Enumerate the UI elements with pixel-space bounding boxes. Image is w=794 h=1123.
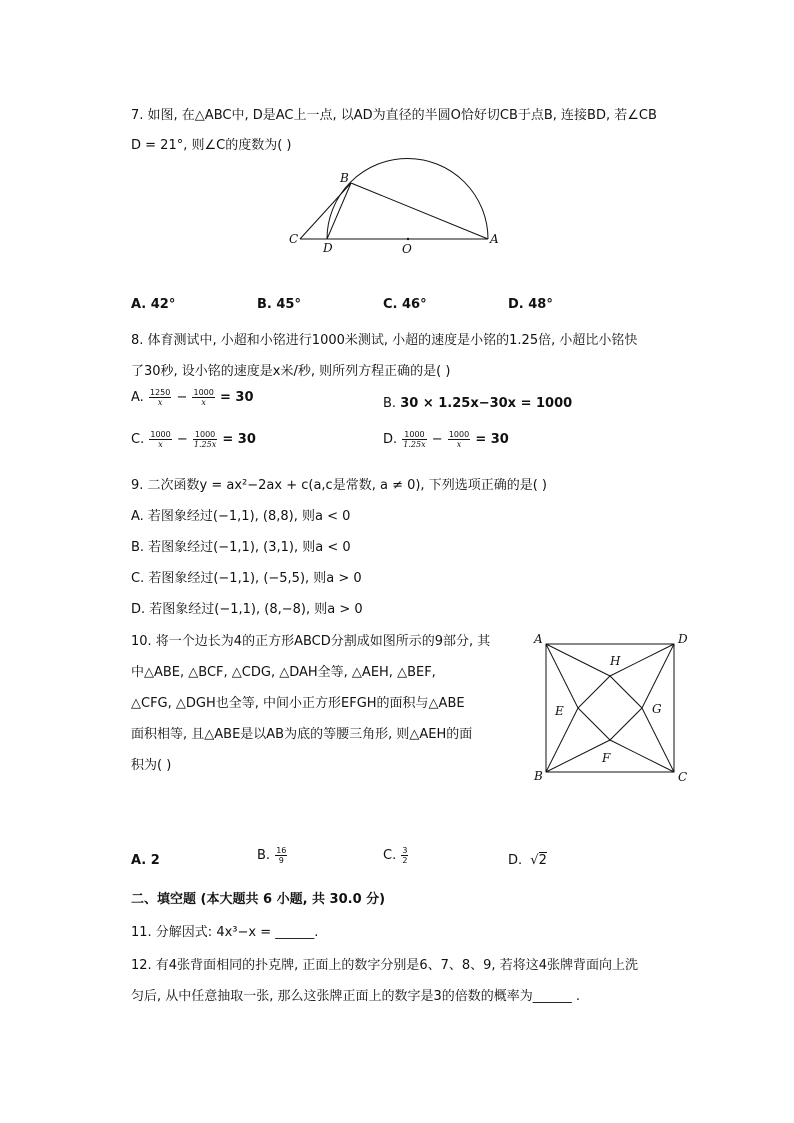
q8-option-c: C. $\frac{1000}{x}$ − $\frac{1000}{1.25x}$ = 30 bbox=[131, 430, 256, 449]
q7-figure bbox=[280, 150, 510, 260]
label-b: B bbox=[534, 769, 543, 783]
q10-stem-line2: 中△ABE, △BCF, △CDG, △DAH全等, △AEH, △BEF, bbox=[131, 665, 436, 680]
q12-stem-line2: 匀后, 从中任意抽取一张, 那么这张牌正面上的数字是3的倍数的概率为______ . bbox=[131, 989, 581, 1004]
seg-bf bbox=[546, 740, 610, 772]
label-d: D bbox=[323, 241, 333, 255]
center-o-dot bbox=[407, 238, 409, 240]
q12-stem-line1: 12. 有4张背面相同的扑克牌, 正面上的数字分别是6、7、8、9, 若将这4张牌背面向上洗 bbox=[131, 958, 638, 973]
label-a: A bbox=[490, 232, 499, 246]
q9-option-a: A. 若图象经过(−1,1), (8,8), 则a < 0 bbox=[131, 509, 351, 524]
q8-option-d: D. $\frac{1000}{1.25x}$ − $\frac{1000}{x}$ = 30 bbox=[383, 430, 509, 449]
seg-cf bbox=[610, 740, 674, 772]
q8-option-a: A. $\frac{1250}{x}$ − $\frac{1000}{x}$ = 30 bbox=[131, 388, 254, 407]
q9-option-c: C. 若图象经过(−1,1), (−5,5), 则a > 0 bbox=[131, 571, 362, 586]
label-h: H bbox=[610, 654, 621, 668]
seg-ae bbox=[546, 644, 578, 708]
label-b: B bbox=[340, 171, 349, 185]
line-ba bbox=[351, 183, 488, 239]
label-c: C bbox=[678, 770, 688, 784]
label-g: G bbox=[652, 702, 662, 716]
seg-dg bbox=[642, 644, 674, 708]
label-d: D bbox=[678, 632, 688, 646]
q9-option-b: B. 若图象经过(−1,1), (3,1), 则a < 0 bbox=[131, 540, 351, 555]
q10-stem-line5: 积为( ) bbox=[131, 758, 172, 773]
line-cb bbox=[300, 183, 351, 239]
q7-stem-line1: 7. 如图, 在△ABC中, D是AC上一点, 以AD为直径的半圆O恰好切CB于点B, 连接BD, 若∠CB bbox=[131, 108, 657, 123]
q10-option-d: D. √2 bbox=[508, 853, 547, 868]
q7-stem-line2: D = 21°, 则∠C的度数为( ) bbox=[131, 138, 292, 153]
label-e: E bbox=[555, 704, 564, 718]
label-c: C bbox=[289, 232, 299, 246]
q10-option-b: B. $\frac{16}{9}$ bbox=[257, 846, 287, 865]
q9-option-d: D. 若图象经过(−1,1), (8,−8), 则a > 0 bbox=[131, 602, 363, 617]
seg-cg bbox=[642, 708, 674, 772]
semicircle-arc bbox=[327, 159, 488, 240]
q8-option-b: B. 30 × 1.25x−30x = 1000 bbox=[383, 396, 573, 411]
label-o: O bbox=[402, 242, 412, 256]
q8-stem-line2: 了30秒, 设小铭的速度是x米/秒, 则所列方程正确的是( ) bbox=[131, 364, 451, 379]
q10-stem-line3: △CFG, △DGH也全等, 中间小正方形EFGH的面积与△ABE bbox=[131, 696, 465, 711]
q7-option-c: C. 46° bbox=[383, 297, 427, 312]
line-bd bbox=[327, 183, 351, 239]
q7-option-b: B. 45° bbox=[257, 297, 301, 312]
q7-option-a: A. 42° bbox=[131, 297, 176, 312]
q11: 11. 分解因式: 4x³−x = ______. bbox=[131, 925, 319, 940]
square-efgh bbox=[578, 676, 642, 740]
option-label: A. bbox=[131, 390, 144, 405]
sqrt-sign: √ bbox=[530, 853, 539, 868]
q9-stem: 9. 二次函数y = ax²−2ax + c(a,c是常数, a ≠ 0), 下列选项正确的是( ) bbox=[131, 478, 547, 493]
seg-ah bbox=[546, 644, 610, 676]
q7-option-d: D. 48° bbox=[508, 297, 553, 312]
q8-stem-line1: 8. 体育测试中, 小超和小铭进行1000米测试, 小超的速度是小铭的1.25倍, 小超比小铭快 bbox=[131, 333, 638, 348]
q10-figure bbox=[530, 628, 695, 788]
q10-option-a: A. 2 bbox=[131, 853, 160, 868]
label-f: F bbox=[602, 751, 611, 765]
q10-stem-line1: 10. 将一个边长为4的正方形ABCD分割成如图所示的9部分, 其 bbox=[131, 634, 491, 649]
label-a: A bbox=[534, 632, 543, 646]
q10-option-c: C. $\frac{3}{2}$ bbox=[383, 846, 408, 865]
q10-stem-line4: 面积相等, 且△ABE是以AB为底的等腰三角形, 则△AEH的面 bbox=[131, 727, 473, 742]
section-heading: 二、填空题 (本大题共 6 小题, 共 30.0 分) bbox=[131, 892, 386, 907]
